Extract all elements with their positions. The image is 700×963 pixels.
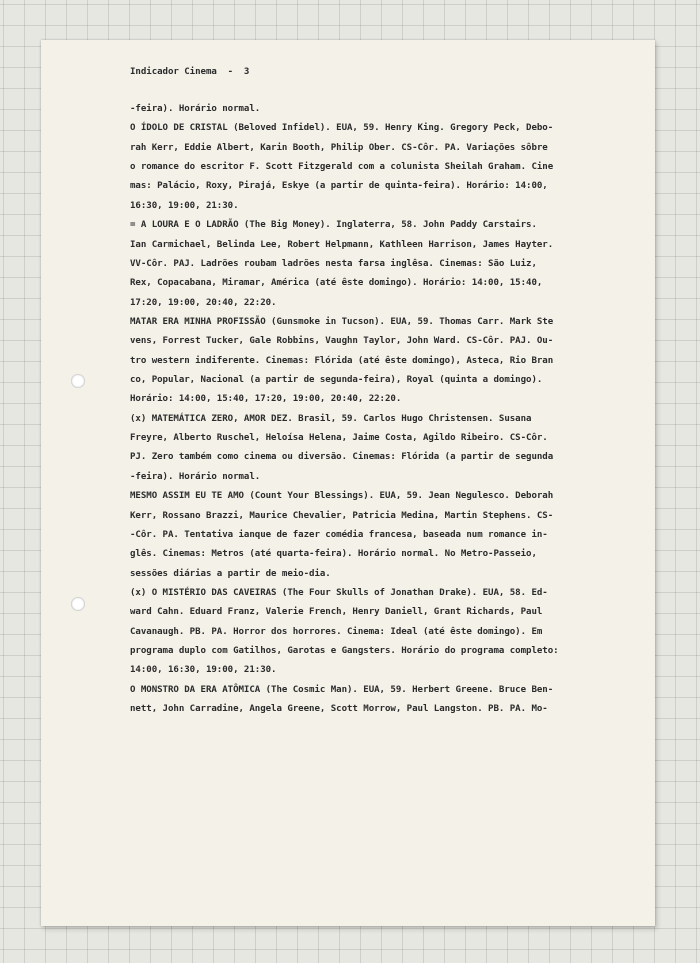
text-line: ward Cahn. Eduard Franz, Valerie French, Henry Daniell, Grant Richards, Paul — [130, 607, 543, 618]
text-line: 16:30, 19:00, 21:30. — [130, 200, 239, 211]
text-line: glês. Cinemas: Metros (até quarta-feira). Horário normal. No Metro-Passeio, — [130, 549, 537, 560]
text-line: 14:00, 16:30, 19:00, 21:30. — [130, 665, 277, 676]
text-line: Rex, Copacabana, Miramar, América (até êste domingo). Horário: 14:00, 15:40, — [130, 278, 543, 289]
text-line: 17:20, 19:00, 20:40, 22:20. — [130, 297, 277, 308]
body-text — [130, 100, 650, 720]
text-line: tro western indiferente. Cinemas: Flórida (até êste domingo), Asteca, Rio Bran — [130, 355, 554, 366]
text-line: PJ. Zero também como cinema ou diversão. Cinemas: Flórida (a partir de segunda — [130, 452, 554, 463]
text-line: rah Kerr, Eddie Albert, Karin Booth, Philip Ober. CS-Côr. PA. Variações sôbre — [130, 142, 548, 153]
text-line: sessões diárias a partir de meio-dia. — [130, 568, 331, 579]
page-header: Indicador Cinema - 3 — [130, 67, 250, 77]
text-line: Kerr, Rossano Brazzi, Maurice Chevalier, Patricia Medina, Martin Stephens. CS- — [130, 510, 554, 521]
text-line: O MONSTRO DA ERA ATÔMICA (The Cosmic Man). EUA, 59. Herbert Greene. Bruce Ben- — [130, 684, 554, 695]
text-line: O ÍDOLO DE CRISTAL (Beloved Infidel). EUA, 59. Henry King. Gregory Peck, Debo- — [130, 123, 554, 134]
text-line: mas: Palácio, Roxy, Pirajá, Eskye (a partir de quinta-feira). Horário: 14:00, — [130, 181, 548, 192]
punch-hole-upper — [71, 374, 85, 388]
text-line: -Côr. PA. Tentativa ianque de fazer comédia francesa, baseada num romance in- — [130, 529, 548, 540]
punch-hole-lower — [71, 597, 85, 611]
text-line: Horário: 14:00, 15:40, 17:20, 19:00, 20:40, 22:20. — [130, 394, 402, 405]
text-line: Ian Carmichael, Belinda Lee, Robert Helpmann, Kathleen Harrison, James Hayter. — [130, 239, 554, 250]
text-line: -feira). Horário normal. — [130, 104, 261, 114]
text-line: MATAR ERA MINHA PROFISSÃO (Gunsmoke in Tucson). EUA, 59. Thomas Carr. Mark Ste — [130, 316, 554, 327]
typewritten-page — [41, 40, 655, 926]
text-line: nett, John Carradine, Angela Greene, Scott Morrow, Paul Langston. PB. PA. Mo- — [130, 704, 548, 715]
text-line: (x) MATEMÁTICA ZERO, AMOR DEZ. Brasil, 59. Carlos Hugo Christensen. Susana — [130, 413, 532, 424]
text-line: MESMO ASSIM EU TE AMO (Count Your Blessings). EUA, 59. Jean Negulesco. Deborah — [130, 491, 554, 502]
text-line: = A LOURA E O LADRÃO (The Big Money). Inglaterra, 58. John Paddy Carstairs. — [130, 220, 537, 231]
text-line: vens, Forrest Tucker, Gale Robbins, Vaughn Taylor, John Ward. CS-Côr. PAJ. Ou- — [130, 336, 554, 347]
text-line: -feira). Horário normal. — [130, 471, 261, 482]
text-line: (x) O MISTÉRIO DAS CAVEIRAS (The Four Skulls of Jonathan Drake). EUA, 58. Ed- — [130, 587, 548, 598]
text-line: co, Popular, Nacional (a partir de segunda-feira), Royal (quinta a domingo). — [130, 375, 543, 386]
text-line: Freyre, Alberto Ruschel, Heloísa Helena, Jaime Costa, Agildo Ribeiro. CS-Côr. — [130, 433, 548, 444]
text-line: Cavanaugh. PB. PA. Horror dos horrores. Cinema: Ideal (até êste domingo). Em — [130, 626, 543, 637]
text-line: o romance do escritor F. Scott Fitzgerald com a colunista Sheilah Graham. Cine — [130, 162, 554, 173]
page-text — [130, 62, 650, 720]
text-line: programa duplo com Gatilhos, Garotas e Gangsters. Horário do programa completo: — [130, 646, 559, 657]
text-line: VV-Côr. PAJ. Ladrões roubam ladrões nesta farsa inglêsa. Cinemas: São Luiz, — [130, 258, 537, 269]
